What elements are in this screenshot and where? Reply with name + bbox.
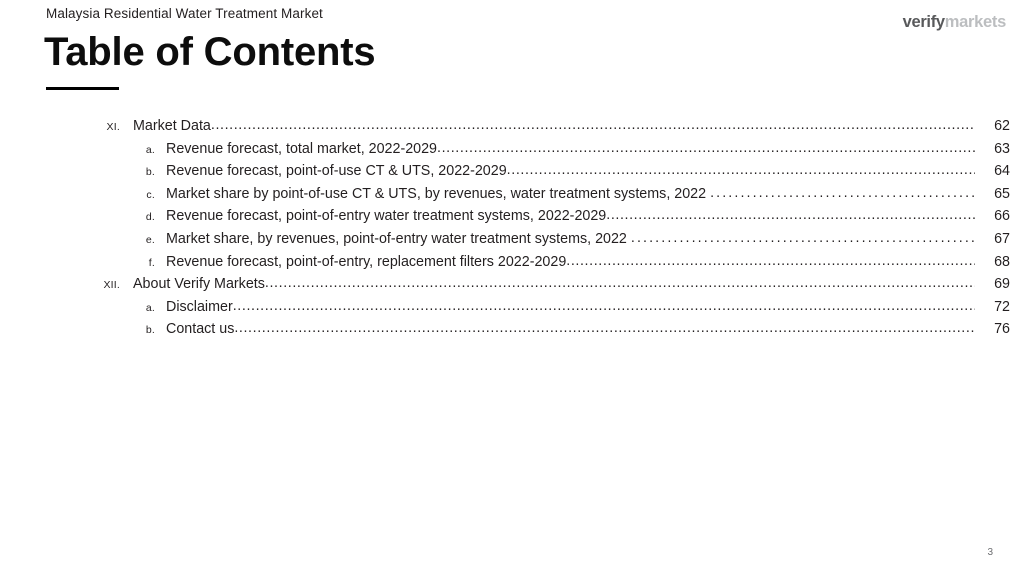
slide-page-number: 3 — [987, 547, 993, 558]
toc-dot-leader — [710, 185, 975, 198]
toc-entry[interactable] — [0, 299, 1024, 322]
toc-entry-page-number: 65 — [994, 185, 1010, 202]
toc-entry-marker: XII. — [103, 279, 120, 292]
toc-entry-page-number: 63 — [994, 140, 1010, 157]
toc-entry-marker: f. — [148, 256, 155, 269]
toc-entry-page-number: 66 — [994, 208, 1010, 225]
toc-entry-label: Market share by point-of-use CT & UTS, by revenues, water treatment systems, 2022 — [166, 185, 707, 202]
logo-word-markets: markets — [944, 13, 1006, 31]
toc-dot-leader — [234, 320, 975, 333]
toc-entry[interactable] — [0, 254, 1024, 277]
toc-dot-leader — [631, 230, 975, 243]
toc-entry[interactable] — [0, 321, 1024, 344]
logo-word-verify: verify — [902, 13, 945, 31]
title-underline-rule — [46, 87, 119, 90]
toc-entry-label: Revenue forecast, point-of-use CT & UTS, 2022-2029 — [166, 163, 507, 180]
toc-entry-label: Revenue forecast, point-of-entry, replacement filters 2022-2029 — [166, 253, 567, 270]
toc-entry-page-number: 76 — [994, 321, 1010, 338]
toc-entry[interactable] — [0, 163, 1024, 186]
toc-entry[interactable] — [0, 118, 1024, 141]
document-header-title: Malaysia Residential Water Treatment Market — [46, 6, 323, 21]
verify-markets-logo — [903, 13, 1006, 32]
toc-entry-marker: c. — [146, 188, 155, 201]
toc-entry-label: Contact us — [166, 321, 235, 338]
toc-entry-label: Market share, by revenues, point-of-entry water treatment systems, 2022 — [166, 230, 627, 247]
toc-dot-leader — [437, 140, 975, 153]
toc-entry-label: Disclaimer — [166, 298, 233, 315]
toc-entry-marker: a. — [145, 143, 155, 156]
toc-entry-label: Revenue forecast, point-of-entry water treatment systems, 2022-2029 — [166, 208, 607, 225]
toc-dot-leader — [233, 298, 975, 311]
toc-entry-label: Market Data — [133, 118, 211, 134]
toc-entry-marker: b. — [145, 166, 155, 179]
toc-entry-page-number: 67 — [994, 230, 1010, 247]
toc-entry[interactable] — [0, 276, 1024, 299]
toc-entry-label: About Verify Markets — [133, 276, 265, 293]
toc-entry-marker: b. — [145, 324, 155, 337]
toc-entry-page-number: 64 — [994, 163, 1010, 180]
toc-dot-leader — [606, 207, 975, 220]
toc-entry-marker: a. — [145, 301, 155, 314]
toc-entry[interactable] — [0, 186, 1024, 209]
toc-entry-page-number: 72 — [994, 298, 1010, 315]
table-of-contents-list — [0, 118, 1024, 344]
toc-entry-page-number: 68 — [994, 253, 1010, 270]
toc-dot-leader — [566, 253, 975, 266]
toc-dot-leader — [265, 275, 975, 288]
toc-entry[interactable] — [0, 141, 1024, 164]
toc-entry-marker: e. — [145, 233, 155, 246]
toc-entry[interactable] — [0, 208, 1024, 231]
toc-dot-leader — [507, 162, 975, 175]
toc-entry[interactable] — [0, 231, 1024, 254]
toc-entry-page-number: 62 — [994, 118, 1010, 134]
toc-entry-page-number: 69 — [994, 276, 1010, 293]
toc-entry-marker: d. — [145, 211, 155, 224]
toc-entry-marker: XI. — [106, 121, 120, 133]
toc-dot-leader — [211, 117, 975, 130]
page-title: Table of Contents — [44, 30, 376, 74]
toc-entry-label: Revenue forecast, total market, 2022-2029 — [166, 140, 438, 157]
